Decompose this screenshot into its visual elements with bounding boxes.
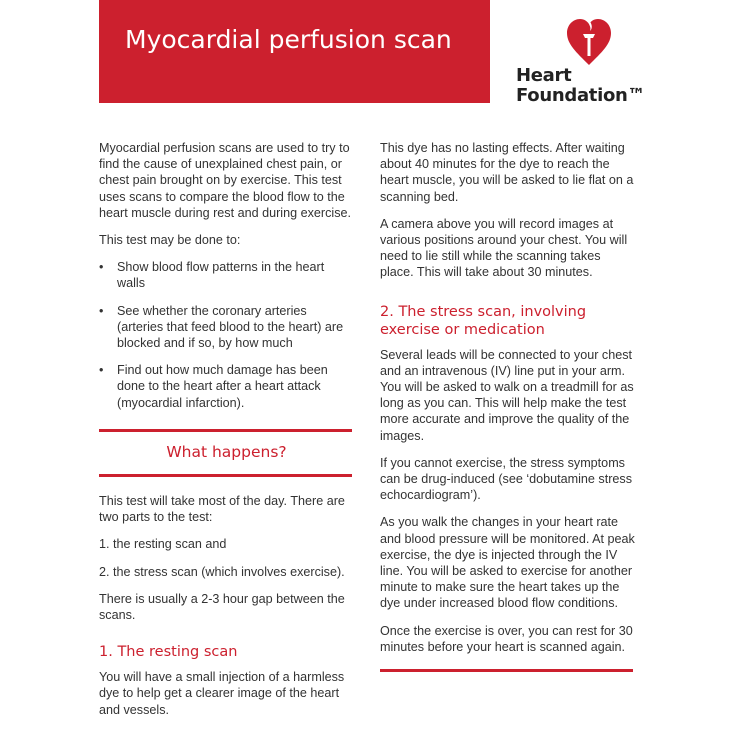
section-divider (380, 669, 633, 672)
monitoring-paragraph: As you walk the changes in your heart rate and blood pressure will be monitored. At peak exercise, the dye is injected through the IV line. You will be asked to exercise for another minute to make sure the heart takes up the dye under increased blood flow conditions. (380, 515, 635, 611)
drug-induced-paragraph: If you cannot exercise, the stress symptoms can be drug-induced (see ‘dobutamine stress echocardiogram’). (380, 455, 633, 503)
resting-scan-heading: 1. The resting scan (99, 644, 238, 661)
list-item: • Find out how much damage has been done to the heart after a heart attack (myocardial infarction). (99, 362, 354, 411)
left-column (99, 140, 354, 729)
page-title: Myocardial perfusion scan (125, 25, 452, 54)
stress-scan-heading: 2. The stress scan, involving exercise or medication (380, 303, 587, 338)
part-two-text: 2. the stress scan (which involves exercise). (99, 564, 345, 579)
heart-foundation-logo (512, 16, 646, 106)
camera-paragraph: A camera above you will record images at various positions around your chest. You will need to lie still while the scanning takes place. This will take about 30 minutes. (380, 216, 628, 280)
section-divider (99, 474, 352, 477)
leads-paragraph: Several leads will be connected to your chest and an intravenous (IV) line put in your arm. You will be asked to walk on a treadmill for as long as you can. This will help make the test more accurate and improve the quality of the images. (380, 347, 634, 443)
what-happens-heading: What happens? (166, 442, 287, 461)
title-banner (99, 0, 490, 103)
resting-scan-paragraph: You will have a small injection of a harmless dye to help get a clearer image of the heart and vessels. (99, 670, 345, 717)
section-divider (99, 429, 352, 432)
part-one-text: 1. the resting scan and (99, 537, 227, 552)
list-item: • Show blood flow patterns in the heart walls (99, 259, 354, 291)
right-column (380, 140, 635, 672)
may-be-done-text: This test may be done to: (99, 233, 241, 248)
dye-paragraph: This dye has no lasting effects. After waiting about 40 minutes for the dye to reach the heart muscle, you will be asked to lie flat on a scanning bed. (380, 141, 634, 204)
purpose-list (99, 259, 354, 411)
rest-paragraph: Once the exercise is over, you can rest for 30 minutes before your heart is scanned again. (380, 623, 633, 654)
list-item: • See whether the coronary arteries (arteries that feed blood to the heart) are blocked and if so, by how much (99, 303, 354, 352)
logo-text: Heart Foundation™ (516, 65, 646, 106)
intro-paragraph: Myocardial perfusion scans are used to try to find the cause of unexplained chest pain, or chest pain brought on by exercise. This test uses scans to compare the blood flow to the heart muscle during rest and during exercise. (99, 141, 352, 220)
heart-torch-logo-icon (566, 16, 612, 66)
gap-text: There is usually a 2-3 hour gap between the scans. (99, 591, 345, 623)
what-happens-intro: This test will take most of the day. There are two parts to the test: (99, 494, 345, 525)
